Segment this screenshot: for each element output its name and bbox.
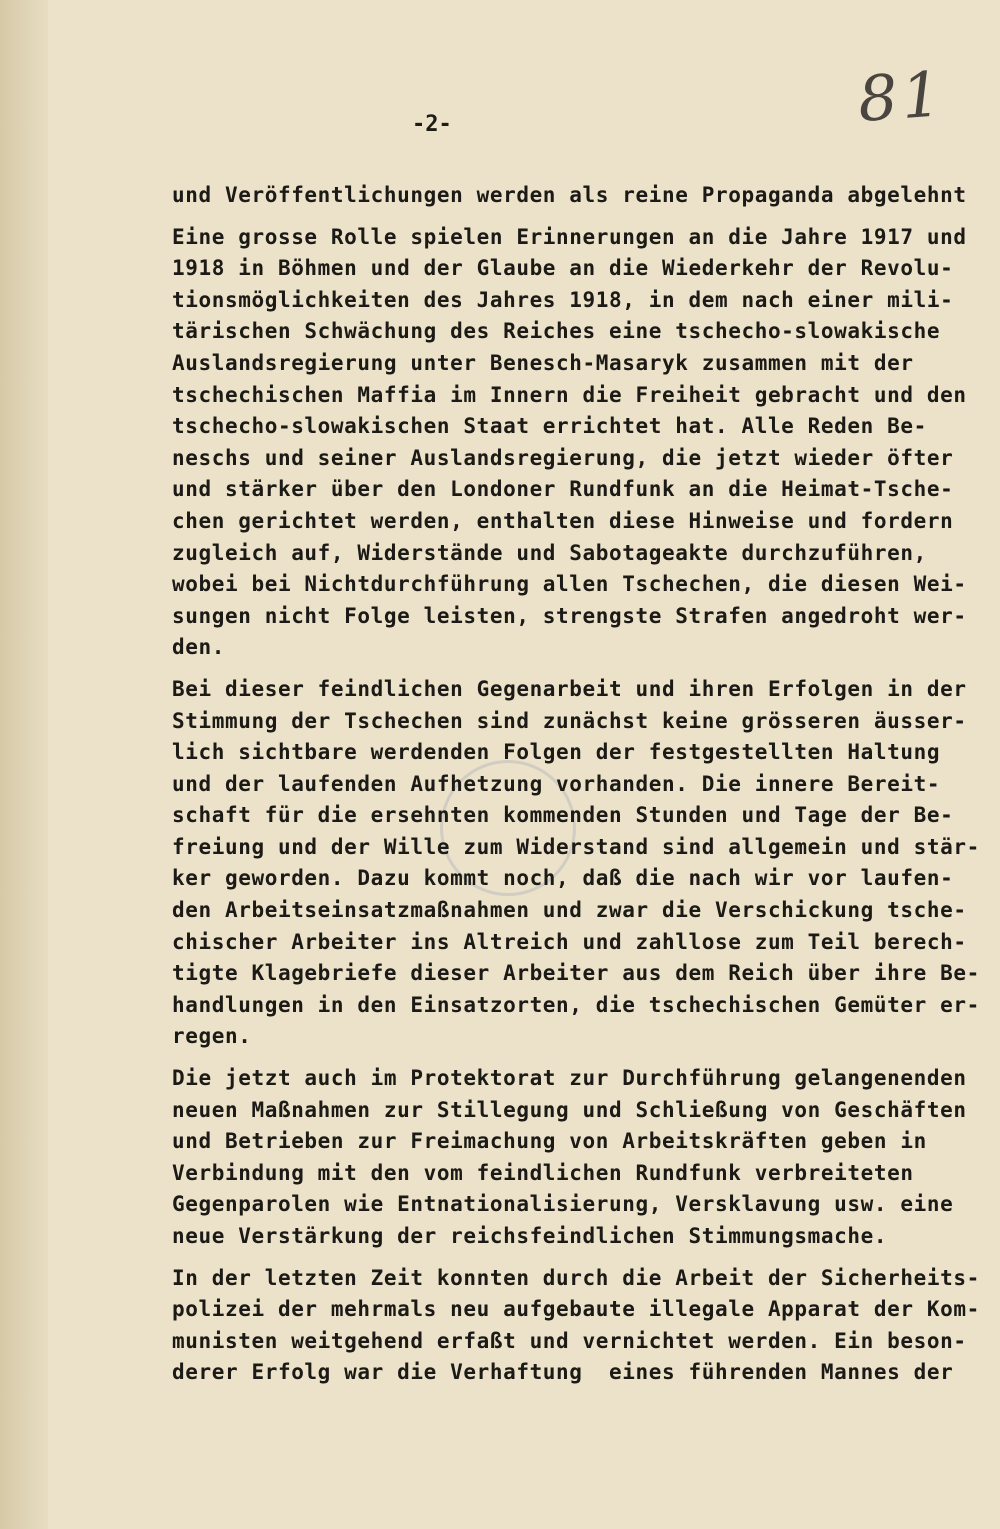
text-line: und Betrieben zur Freimachung von Arbeitskräften geben in: [172, 1129, 927, 1154]
paper-edge: [0, 0, 48, 1529]
text-line: lich sichtbare werdenden Folgen der festgestellten Haltung: [172, 740, 941, 765]
text-line: neschs und seiner Auslandsregierung, die jetzt wieder öfter: [172, 445, 954, 470]
text-line: tärischen Schwächung des Reiches eine tschecho-slowakische: [172, 319, 941, 344]
page-number: -2-: [412, 112, 452, 137]
text-line: und Veröffentlichungen werden als reine Propaganda abgelehnt: [172, 183, 967, 207]
handwritten-folio-number: 81: [855, 57, 948, 136]
text-line: munisten weitgehend erfaßt und vernichtet werden. Ein beson-: [172, 1328, 967, 1353]
text-line: regen.: [172, 1024, 252, 1049]
text-line: tionsmöglichkeiten des Jahres 1918, in dem nach einer mili-: [172, 287, 954, 312]
text-line: neue Verstärkung der reichsfeindlichen Stimmungsmache.: [172, 1224, 888, 1248]
text-line: Stimmung der Tschechen sind zunächst keine grösseren äusser-: [172, 708, 967, 733]
paragraph: [172, 180, 992, 212]
text-line: ker geworden. Dazu kommt noch, daß die nach wir vor laufen-: [172, 866, 954, 891]
text-line: derer Erfolg war die Verhaftung eines führenden Mannes der: [172, 1360, 954, 1385]
text-line: schaft für die ersehnten kommenden Stunden und Tage der Be-: [172, 803, 954, 828]
text-line: Verbindung mit den vom feindlichen Rundfunk verbreiteten: [172, 1160, 914, 1185]
text-line: Gegenparolen wie Entnationalisierung, Versklavung usw. eine: [172, 1192, 954, 1217]
text-line: den Arbeitseinsatzmaßnahmen und zwar die Verschickung tsche-: [172, 898, 967, 923]
text-line: Eine grosse Rolle spielen Erinnerungen an die Jahre 1917 und: [172, 224, 967, 249]
text-line: und stärker über den Londoner Rundfunk an die Heimat-Tsche-: [172, 477, 954, 502]
typewritten-body: [172, 180, 992, 1399]
paragraph: [172, 674, 992, 1053]
text-line: 1918 in Böhmen und der Glaube an die Wiederkehr der Revolu-: [172, 256, 954, 281]
paragraph: [172, 1263, 992, 1389]
paragraph: [172, 1063, 992, 1253]
text-line: chischer Arbeiter ins Altreich und zahllose zum Teil berech-: [172, 929, 967, 954]
text-line: tschechischen Maffia im Innern die Freiheit gebracht und den: [172, 382, 967, 407]
text-line: tigte Klagebriefe dieser Arbeiter aus dem Reich über ihre Be-: [172, 961, 980, 986]
text-line: chen gerichtet werden, enthalten diese Hinweise und fordern: [172, 508, 954, 533]
text-line: sungen nicht Folge leisten, strengste Strafen angedroht wer-: [172, 603, 967, 628]
text-line: Auslandsregierung unter Benesch-Masaryk zusammen mit der: [172, 350, 914, 375]
text-line: handlungen in den Einsatzorten, die tschechischen Gemüter er-: [172, 992, 980, 1017]
text-line: freiung und der Wille zum Widerstand sind allgemein und stär-: [172, 834, 980, 859]
text-line: und der laufenden Aufhetzung vorhanden. Die innere Bereit-: [172, 771, 941, 796]
text-line: wobei bei Nichtdurchführung allen Tschechen, die diesen Wei-: [172, 572, 967, 597]
text-line: Bei dieser feindlichen Gegenarbeit und ihren Erfolgen in der: [172, 676, 967, 701]
text-line: polizei der mehrmals neu aufgebaute illegale Apparat der Kom-: [172, 1297, 980, 1322]
text-line: tschecho-slowakischen Staat errichtet hat. Alle Reden Be-: [172, 414, 927, 439]
text-line: zugleich auf, Widerstände und Sabotageakte durchzuführen,: [172, 540, 927, 565]
paragraph: [172, 222, 992, 664]
text-line: neuen Maßnahmen zur Stillegung und Schließung von Geschäften: [172, 1097, 967, 1122]
text-line: Die jetzt auch im Protektorat zur Durchführung gelangenenden: [172, 1066, 967, 1091]
text-line: den.: [172, 635, 225, 660]
text-line: In der letzten Zeit konnten durch die Arbeit der Sicherheits-: [172, 1265, 980, 1290]
